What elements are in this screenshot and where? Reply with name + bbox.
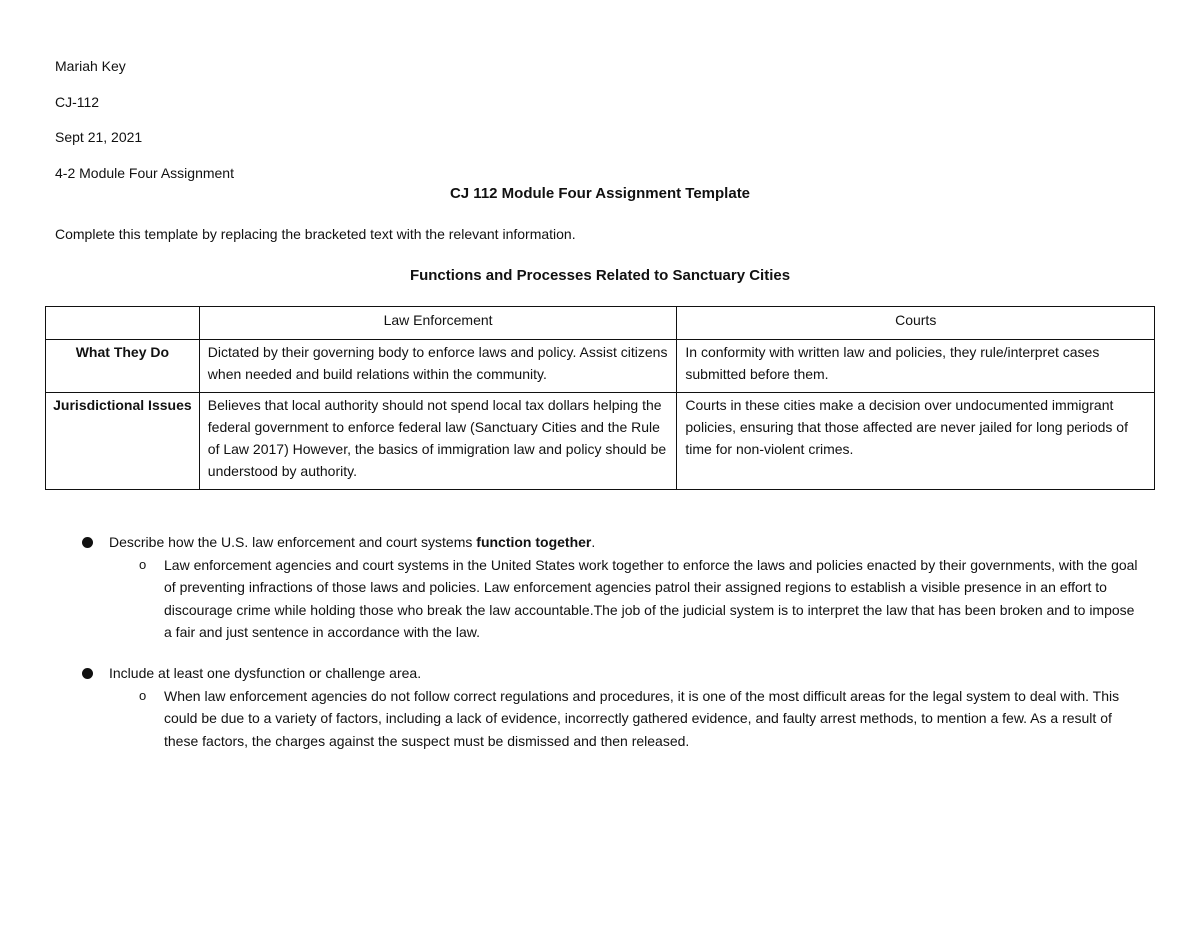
table-row <box>46 340 1155 393</box>
bullet-dot-icon <box>82 668 93 679</box>
cell-law-enforcement-jurisdiction: Believes that local authority should not spend local tax dollars helping the federal government to enforce federal law (Sanctuary Cities and the Rule of Law 2017) However, the basics of immigration law and policy should be understood by authority. <box>199 393 677 490</box>
table-header-row <box>46 307 1155 340</box>
answer-text: Law enforcement agencies and court systems in the United States work together to enforce the laws and policies enacted by their governments, with the goal of preventing infractions of those laws and policies. Law enforcement agencies patrol their assigned regions to establish a visible presence in an effort to discourage crime while holding those who break the law accountable.The job of the judicial system is to interpret the law that has been broken and to impose a fair and just sentence in accordance with the law. <box>164 556 1138 640</box>
bullet-dot-icon <box>82 537 93 548</box>
bullet-answer <box>80 685 1160 753</box>
table-header-courts: Courts <box>677 307 1155 340</box>
prompt-text: Include at least one dysfunction or challenge area. <box>109 665 422 681</box>
document-title: CJ 112 Module Four Assignment Template <box>449 185 751 202</box>
assignment-name: 4-2 Module Four Assignment <box>55 165 234 181</box>
functions-table <box>45 306 1155 490</box>
sub-bullet-marker: o <box>139 556 147 572</box>
bullet-prompt <box>80 531 1160 554</box>
cell-courts-what: In conformity with written law and policies, they rule/interpret cases submitted before them. <box>677 340 1155 393</box>
prompt-text-suffix: . <box>591 534 596 550</box>
instructions-text: Complete this template by replacing the bracketed text with the relevant information. <box>55 226 576 242</box>
bullet-prompt <box>80 662 1160 685</box>
table-header-law-enforcement: Law Enforcement <box>199 307 677 340</box>
row-label-what-they-do: What They Do <box>46 340 200 393</box>
bullet-dysfunction <box>80 662 1160 752</box>
course-code: CJ-112 <box>55 94 100 110</box>
bullet-answer <box>80 554 1160 644</box>
row-label-jurisdictional-issues: Jurisdictional Issues <box>46 393 200 490</box>
prompt-text-bold: function together <box>476 534 592 550</box>
assignment-date: Sept 21, 2021 <box>55 129 143 145</box>
table-row <box>46 393 1155 490</box>
author-name: Mariah Key <box>55 58 126 74</box>
prompt-text-prefix: Describe how the U.S. law enforcement and court systems <box>109 534 477 550</box>
table-header-blank <box>46 307 200 340</box>
bullet-function-together <box>80 531 1160 644</box>
answer-text: When law enforcement agencies do not follow correct regulations and procedures, it is one of the most difficult areas for the legal system to deal with. This could be due to a variety of factors, including a lack of evidence, incorrectly gathered evidence, and faulty arrest methods, to mention a few. As a result of these factors, the charges against the suspect must be dismissed and then released. <box>164 687 1120 749</box>
cell-law-enforcement-what: Dictated by their governing body to enforce laws and policy. Assist citizens when needed and build relations within the community. <box>199 340 677 393</box>
cell-courts-jurisdiction: Courts in these cities make a decision over undocumented immigrant policies, ensuring that those affected are never jailed for long periods of time for non-violent crimes. <box>677 393 1155 490</box>
table-title: Functions and Processes Related to Sanctuary Cities <box>409 267 791 284</box>
sub-bullet-marker: o <box>139 687 147 703</box>
